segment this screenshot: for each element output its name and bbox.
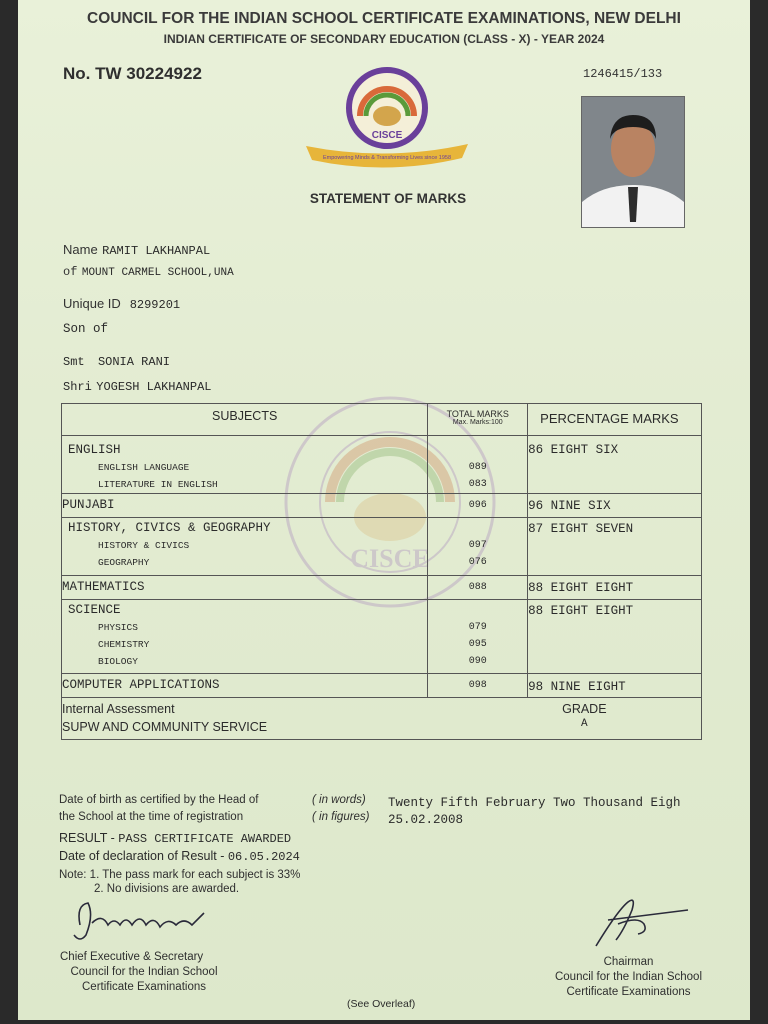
- notes-block: [59, 868, 300, 896]
- secretary-title: Chief Executive & Secretary: [60, 951, 204, 963]
- internal-assessment-label: Internal Assessment: [62, 702, 175, 716]
- father-label: Shri: [63, 380, 92, 394]
- subject-physics: PHYSICS: [98, 622, 138, 633]
- declaration-line: [59, 849, 300, 864]
- subject-punjabi: PUNJABI: [62, 498, 115, 512]
- chairman-council: Council for the Indian School: [554, 971, 703, 983]
- in-words-label: ( in words): [312, 794, 366, 806]
- student-name: RAMIT LAKHANPAL: [102, 244, 211, 258]
- pct-hcg: 87 EIGHT SEVEN: [528, 518, 702, 576]
- table-row: [62, 518, 702, 576]
- mother-label: Smt: [63, 355, 85, 369]
- note-2: 2. No divisions are awarded.: [94, 883, 240, 895]
- name-label: Name: [63, 242, 98, 257]
- mark-geography: 076: [468, 557, 487, 568]
- svg-text:CISCE: CISCE: [350, 544, 430, 573]
- of-label: of: [63, 265, 78, 279]
- mark-biology: 090: [468, 656, 487, 667]
- in-figures-label: ( in figures): [312, 811, 370, 823]
- serial-number: 1246415/133: [583, 67, 663, 81]
- dob-label-1: Date of birth as certified by the Head of: [59, 794, 259, 806]
- subject-biology: BIOLOGY: [98, 656, 138, 667]
- subject-history-civics: HISTORY & CIVICS: [98, 540, 190, 551]
- mother-line: [63, 352, 170, 370]
- school-name: MOUNT CARMEL SCHOOL,UNA: [81, 267, 234, 279]
- mother-name: SONIA RANI: [97, 355, 170, 369]
- subjects-header: SUBJECTS: [62, 404, 428, 436]
- marks-table: [61, 403, 702, 740]
- subject-hcg: HISTORY, CIVICS & GEOGRAPHY: [68, 521, 271, 535]
- percentage-header: PERCENTAGE MARKS: [528, 404, 702, 436]
- mark-mathematics: 088: [428, 576, 528, 600]
- pct-english: 86 EIGHT SIX: [528, 436, 702, 494]
- mark-english-language: 089: [468, 462, 487, 473]
- mark-chemistry: 095: [468, 639, 487, 650]
- see-overleaf: (See Overleaf): [347, 998, 416, 1010]
- subject-english: ENGLISH: [68, 443, 121, 457]
- subject-chemistry: CHEMISTRY: [98, 639, 150, 650]
- student-photo: [581, 96, 685, 228]
- pct-computer-applications: 98 NINE EIGHT: [528, 674, 702, 698]
- grade-label: GRADE: [562, 702, 607, 716]
- table-row: [62, 436, 702, 494]
- certificate-number: No. TW 30224922: [63, 64, 202, 83]
- internal-assessment-row: [62, 698, 702, 740]
- secretary-council: Council for the Indian School: [70, 966, 218, 978]
- son-of-label: Son of: [63, 322, 109, 336]
- mark-computer-applications: 098: [428, 674, 528, 698]
- dob-format-labels: [312, 792, 370, 826]
- mark-physics: 079: [468, 622, 487, 633]
- subject-geography: GEOGRAPHY: [98, 557, 150, 568]
- unique-id: 8299201: [129, 298, 181, 312]
- subject-computer-applications: COMPUTER APPLICATIONS: [62, 678, 220, 692]
- subject-science: SCIENCE: [68, 603, 121, 617]
- name-line: [63, 241, 210, 259]
- declaration-label: Date of declaration of Result -: [59, 849, 225, 863]
- subject-literature: LITERATURE IN ENGLISH: [98, 479, 218, 490]
- result-line: [59, 831, 291, 846]
- statement-heading: STATEMENT OF MARKS: [309, 191, 467, 206]
- chairman-signature: [588, 890, 698, 954]
- dob-words: Twenty Fifth February Two Thousand Eigh: [388, 796, 681, 810]
- declaration-date: 06.05.2024: [227, 850, 300, 864]
- total-marks-label: TOTAL MARKS: [446, 409, 509, 419]
- table-row: [62, 674, 702, 698]
- table-header-row: [62, 404, 702, 436]
- dob-values: [388, 795, 750, 829]
- pct-mathematics: 88 EIGHT EIGHT: [528, 576, 702, 600]
- table-row: [62, 576, 702, 600]
- total-marks-header: [428, 404, 528, 436]
- dob-figures: 25.02.2008: [388, 813, 464, 827]
- council-title: COUNCIL FOR THE INDIAN SCHOOL CERTIFICATE EXAMINATIONS, NEW DELHI: [87, 10, 681, 27]
- dob-label-block: [59, 792, 258, 826]
- result-value: PASS CERTIFICATE AWARDED: [118, 832, 292, 846]
- logo-banner: Empowering Minds & Transforming Lives since 1958: [322, 155, 452, 161]
- uid-line: [63, 295, 180, 313]
- supw-label: SUPW AND COMMUNITY SERVICE: [62, 720, 268, 734]
- logo-text: CISCE: [371, 130, 403, 141]
- mark-literature: 083: [468, 479, 487, 490]
- secretary-caption: [59, 950, 229, 995]
- uid-label: Unique ID: [63, 296, 121, 311]
- subject-mathematics: MATHEMATICS: [62, 580, 145, 594]
- subject-english-language: ENGLISH LANGUAGE: [98, 462, 190, 473]
- chairman-title: Chairman: [603, 956, 654, 968]
- chairman-exams: Certificate Examinations: [566, 986, 691, 998]
- note-1: Note: 1. The pass mark for each subject is 33%: [59, 869, 301, 881]
- father-line: [63, 377, 211, 395]
- secretary-signature: [68, 895, 218, 945]
- marks-statement-page: [18, 0, 750, 1020]
- dob-label-2: the School at the time of registration: [59, 811, 244, 823]
- pct-science: 88 EIGHT EIGHT: [528, 600, 702, 674]
- mark-punjabi: 096: [428, 494, 528, 518]
- max-marks-label: Max. Marks:100: [452, 419, 503, 426]
- result-label: RESULT -: [59, 831, 115, 845]
- father-name: YOGESH LAKHANPAL: [96, 380, 212, 394]
- school-line: [63, 262, 234, 280]
- mark-history-civics: 097: [468, 540, 487, 551]
- exam-subtitle: INDIAN CERTIFICATE OF SECONDARY EDUCATION (CLASS - X) - YEAR 2024: [163, 32, 605, 46]
- pct-punjabi: 96 NINE SIX: [528, 494, 702, 518]
- chairman-caption: [546, 955, 711, 1000]
- cisce-logo: [302, 66, 472, 176]
- secretary-exams: Certificate Examinations: [82, 981, 206, 993]
- supw-grade: A: [581, 718, 588, 730]
- table-row: [62, 600, 702, 674]
- table-row: [62, 494, 702, 518]
